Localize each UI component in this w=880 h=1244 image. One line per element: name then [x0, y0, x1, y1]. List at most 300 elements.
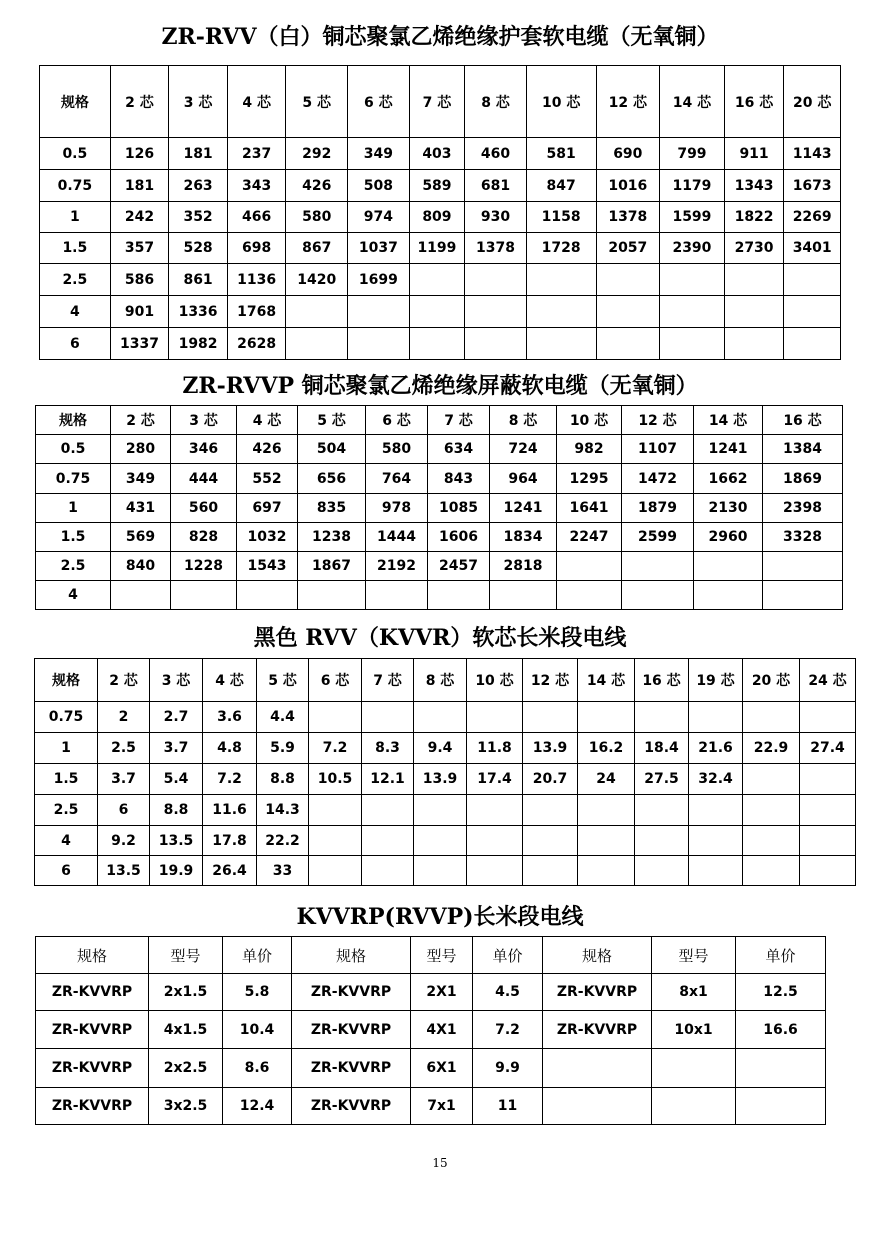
value-cell: [490, 581, 557, 610]
value-cell: [800, 856, 856, 886]
page-number: 15: [432, 1156, 448, 1170]
header-cell: 5 芯: [286, 66, 348, 138]
value-cell: 847: [526, 170, 596, 202]
value-cell: [409, 328, 465, 360]
value-cell: [724, 296, 784, 328]
value-cell: 431: [111, 494, 171, 523]
value-cell: 181: [169, 138, 228, 170]
value-cell: 9.2: [98, 826, 150, 856]
header-cell: 10 芯: [557, 406, 622, 435]
header-cell: 10 芯: [526, 66, 596, 138]
value-cell: 8.8: [257, 764, 309, 795]
value-cell: [428, 581, 490, 610]
value-cell: 14.3: [257, 795, 309, 826]
header-cell: 单价: [736, 937, 826, 974]
spec-cell: 1: [36, 494, 111, 523]
header-cell: 规格: [40, 66, 111, 138]
value-cell: 681: [465, 170, 527, 202]
header-cell: 4 芯: [227, 66, 286, 138]
value-cell: 828: [171, 523, 237, 552]
value-cell: 2057: [596, 233, 660, 264]
table-row: [36, 552, 843, 581]
value-cell: [743, 764, 800, 795]
value-cell: [689, 856, 743, 886]
value-cell: 27.5: [635, 764, 689, 795]
value-cell: [596, 328, 660, 360]
header-cell: 7 芯: [409, 66, 465, 138]
value-cell: [578, 795, 635, 826]
value-cell: 1143: [784, 138, 841, 170]
header-cell: 7 芯: [362, 659, 414, 702]
value-cell: 126: [110, 138, 169, 170]
value-cell: 2398: [763, 494, 843, 523]
value-cell: [309, 795, 362, 826]
spec-cell: 0.5: [36, 435, 111, 464]
value-cell: 504: [298, 435, 366, 464]
value-cell: 901: [110, 296, 169, 328]
value-cell: 32.4: [689, 764, 743, 795]
spec-cell: 6: [35, 856, 98, 886]
header-row: [36, 406, 843, 435]
value-cell: [409, 296, 465, 328]
value-cell: 280: [111, 435, 171, 464]
value-cell: 1136: [227, 264, 286, 296]
value-cell: 33: [257, 856, 309, 886]
table-row: [40, 296, 841, 328]
value-cell: [596, 264, 660, 296]
table-row: [36, 1011, 826, 1049]
value-cell: 964: [490, 464, 557, 494]
value-cell: 1699: [348, 264, 410, 296]
value-cell: [237, 581, 298, 610]
value-cell: [523, 795, 578, 826]
value-cell: 1673: [784, 170, 841, 202]
value-cell: 840: [111, 552, 171, 581]
table-row: [40, 202, 841, 233]
value-cell: 6X1: [411, 1049, 473, 1088]
header-cell: 12 芯: [596, 66, 660, 138]
value-cell: [526, 328, 596, 360]
value-cell: [743, 826, 800, 856]
value-cell: 2X1: [411, 974, 473, 1011]
value-cell: 580: [366, 435, 428, 464]
value-cell: 1662: [694, 464, 763, 494]
value-cell: 1867: [298, 552, 366, 581]
spec-cell: 1.5: [35, 764, 98, 795]
value-cell: 861: [169, 264, 228, 296]
value-cell: [578, 702, 635, 733]
table-row: [35, 764, 856, 795]
value-cell: 352: [169, 202, 228, 233]
value-cell: 426: [286, 170, 348, 202]
value-cell: [660, 264, 725, 296]
value-cell: 17.8: [203, 826, 257, 856]
value-cell: [523, 826, 578, 856]
value-cell: 8.6: [223, 1049, 292, 1088]
value-cell: 343: [227, 170, 286, 202]
value-cell: 843: [428, 464, 490, 494]
value-cell: 349: [348, 138, 410, 170]
value-cell: 697: [237, 494, 298, 523]
table-row: [36, 1049, 826, 1088]
spec-cell: 0.5: [40, 138, 111, 170]
value-cell: [763, 552, 843, 581]
value-cell: 1241: [694, 435, 763, 464]
value-cell: [694, 581, 763, 610]
value-cell: 460: [465, 138, 527, 170]
value-cell: [743, 702, 800, 733]
value-cell: 1037: [348, 233, 410, 264]
value-cell: 1179: [660, 170, 725, 202]
value-cell: [652, 1049, 736, 1088]
value-cell: [467, 826, 523, 856]
table-row: [36, 523, 843, 552]
value-cell: 12.4: [223, 1088, 292, 1125]
value-cell: [763, 581, 843, 610]
value-cell: [784, 264, 841, 296]
value-cell: 1343: [724, 170, 784, 202]
header-cell: 16 芯: [763, 406, 843, 435]
table-row: [35, 826, 856, 856]
value-cell: [309, 856, 362, 886]
table-row: [36, 581, 843, 610]
spec-cell: ZR-KVVRP: [36, 974, 149, 1011]
value-cell: 930: [465, 202, 527, 233]
value-cell: 9.9: [473, 1049, 543, 1088]
header-row: [35, 659, 856, 702]
value-cell: 3.7: [150, 733, 203, 764]
value-cell: [111, 581, 171, 610]
value-cell: [523, 856, 578, 886]
value-cell: [557, 552, 622, 581]
value-cell: [362, 826, 414, 856]
value-cell: 16.2: [578, 733, 635, 764]
value-cell: 911: [724, 138, 784, 170]
value-cell: [689, 826, 743, 856]
value-cell: 2390: [660, 233, 725, 264]
table-row: [40, 170, 841, 202]
value-cell: [467, 795, 523, 826]
value-cell: 13.9: [523, 733, 578, 764]
value-cell: 2960: [694, 523, 763, 552]
value-cell: 809: [409, 202, 465, 233]
value-cell: 1238: [298, 523, 366, 552]
value-cell: 3328: [763, 523, 843, 552]
spec-cell: 2.5: [36, 552, 111, 581]
value-cell: 589: [409, 170, 465, 202]
value-cell: 580: [286, 202, 348, 233]
value-cell: 2.7: [150, 702, 203, 733]
value-cell: [660, 328, 725, 360]
value-cell: 2x2.5: [149, 1049, 223, 1088]
value-cell: 1032: [237, 523, 298, 552]
header-cell: 规格: [292, 937, 411, 974]
value-cell: 11: [473, 1088, 543, 1125]
table-row: [40, 328, 841, 360]
rvv-kvvr-price-table: [34, 658, 856, 886]
value-cell: 1879: [622, 494, 694, 523]
value-cell: [635, 826, 689, 856]
table-row: [36, 494, 843, 523]
table-row: [36, 974, 826, 1011]
spec-cell: 4: [35, 826, 98, 856]
header-cell: 14 芯: [660, 66, 725, 138]
value-cell: 1728: [526, 233, 596, 264]
value-cell: [523, 702, 578, 733]
value-cell: [578, 826, 635, 856]
value-cell: 1982: [169, 328, 228, 360]
value-cell: 1543: [237, 552, 298, 581]
value-cell: 581: [526, 138, 596, 170]
value-cell: [635, 702, 689, 733]
value-cell: [409, 264, 465, 296]
spec-cell: 1.5: [36, 523, 111, 552]
table-row: [35, 795, 856, 826]
value-cell: 1822: [724, 202, 784, 233]
value-cell: [800, 826, 856, 856]
value-cell: [309, 702, 362, 733]
value-cell: 7.2: [309, 733, 362, 764]
header-cell: 8 芯: [414, 659, 467, 702]
value-cell: 1444: [366, 523, 428, 552]
header-cell: 14 芯: [694, 406, 763, 435]
value-cell: 1384: [763, 435, 843, 464]
value-cell: [298, 581, 366, 610]
value-cell: 403: [409, 138, 465, 170]
value-cell: 26.4: [203, 856, 257, 886]
value-cell: 2x1.5: [149, 974, 223, 1011]
value-cell: 7.2: [203, 764, 257, 795]
value-cell: [689, 702, 743, 733]
value-cell: 444: [171, 464, 237, 494]
value-cell: 2599: [622, 523, 694, 552]
table-row: [35, 856, 856, 886]
value-cell: 835: [298, 494, 366, 523]
value-cell: 9.4: [414, 733, 467, 764]
header-cell: 16 芯: [635, 659, 689, 702]
value-cell: 982: [557, 435, 622, 464]
value-cell: 1599: [660, 202, 725, 233]
value-cell: [622, 552, 694, 581]
value-cell: 3x2.5: [149, 1088, 223, 1125]
value-cell: 5.4: [150, 764, 203, 795]
value-cell: 1336: [169, 296, 228, 328]
value-cell: 4X1: [411, 1011, 473, 1049]
value-cell: 2457: [428, 552, 490, 581]
header-cell: 3 芯: [171, 406, 237, 435]
spec-cell: ZR-KVVRP: [36, 1049, 149, 1088]
value-cell: [286, 328, 348, 360]
value-cell: [543, 1049, 652, 1088]
value-cell: 426: [237, 435, 298, 464]
value-cell: 3401: [784, 233, 841, 264]
value-cell: 560: [171, 494, 237, 523]
value-cell: 2269: [784, 202, 841, 233]
value-cell: [414, 795, 467, 826]
table-row: [36, 464, 843, 494]
zr-rvv-price-table: [39, 65, 841, 360]
value-cell: [348, 328, 410, 360]
value-cell: [743, 795, 800, 826]
value-cell: [467, 856, 523, 886]
value-cell: 1158: [526, 202, 596, 233]
value-cell: [543, 1088, 652, 1125]
value-cell: 1378: [596, 202, 660, 233]
header-cell: 4 芯: [203, 659, 257, 702]
value-cell: 764: [366, 464, 428, 494]
value-cell: 508: [348, 170, 410, 202]
value-cell: 1641: [557, 494, 622, 523]
value-cell: [736, 1049, 826, 1088]
value-cell: 4x1.5: [149, 1011, 223, 1049]
value-cell: [724, 264, 784, 296]
value-cell: [171, 581, 237, 610]
value-cell: 18.4: [635, 733, 689, 764]
kvvrp-price-table: [35, 936, 826, 1125]
table-row: [40, 233, 841, 264]
table-row: [36, 435, 843, 464]
header-cell: 6 芯: [348, 66, 410, 138]
header-cell: 3 芯: [150, 659, 203, 702]
value-cell: 528: [169, 233, 228, 264]
value-cell: 13.9: [414, 764, 467, 795]
value-cell: [743, 856, 800, 886]
value-cell: [348, 296, 410, 328]
header-cell: 2 芯: [98, 659, 150, 702]
value-cell: 3.6: [203, 702, 257, 733]
value-cell: 1337: [110, 328, 169, 360]
value-cell: [362, 856, 414, 886]
value-cell: [467, 702, 523, 733]
value-cell: 349: [111, 464, 171, 494]
value-cell: 2730: [724, 233, 784, 264]
value-cell: 1241: [490, 494, 557, 523]
value-cell: 1199: [409, 233, 465, 264]
value-cell: 27.4: [800, 733, 856, 764]
value-cell: 4.5: [473, 974, 543, 1011]
value-cell: [694, 552, 763, 581]
value-cell: 1085: [428, 494, 490, 523]
value-cell: 19.9: [150, 856, 203, 886]
value-cell: 1295: [557, 464, 622, 494]
value-cell: [800, 795, 856, 826]
header-cell: 20 芯: [784, 66, 841, 138]
table-row: [35, 733, 856, 764]
value-cell: 11.6: [203, 795, 257, 826]
section3-title: 黑色 RVV（KVVR）软芯长米段电线: [253, 625, 627, 651]
value-cell: 4.4: [257, 702, 309, 733]
value-cell: 11.8: [467, 733, 523, 764]
value-cell: [414, 702, 467, 733]
header-cell: 5 芯: [298, 406, 366, 435]
value-cell: 4.8: [203, 733, 257, 764]
table-row: [40, 138, 841, 170]
value-cell: 978: [366, 494, 428, 523]
header-cell: 24 芯: [800, 659, 856, 702]
value-cell: 21.6: [689, 733, 743, 764]
table-row: [35, 702, 856, 733]
value-cell: 22.9: [743, 733, 800, 764]
section1-title: ZR-RVV（白）铜芯聚氯乙烯绝缘护套软电缆（无氧铜）: [161, 24, 719, 50]
header-cell: 20 芯: [743, 659, 800, 702]
section4-title: KVVRP(RVVP)长米段电线: [296, 904, 584, 930]
value-cell: 5.8: [223, 974, 292, 1011]
value-cell: 12.1: [362, 764, 414, 795]
value-cell: 974: [348, 202, 410, 233]
header-cell: 6 芯: [309, 659, 362, 702]
value-cell: 1606: [428, 523, 490, 552]
value-cell: 13.5: [150, 826, 203, 856]
value-cell: 586: [110, 264, 169, 296]
spec-cell: 0.75: [40, 170, 111, 202]
header-row: [40, 66, 841, 138]
value-cell: 357: [110, 233, 169, 264]
spec-cell: 6: [40, 328, 111, 360]
value-cell: 12.5: [736, 974, 826, 1011]
value-cell: 867: [286, 233, 348, 264]
value-cell: 7.2: [473, 1011, 543, 1049]
spec-cell: ZR-KVVRP: [36, 1088, 149, 1125]
value-cell: 2130: [694, 494, 763, 523]
value-cell: 2628: [227, 328, 286, 360]
spec-cell: 0.75: [35, 702, 98, 733]
value-cell: [622, 581, 694, 610]
value-cell: [362, 702, 414, 733]
value-cell: [465, 328, 527, 360]
value-cell: [724, 328, 784, 360]
header-cell: 规格: [36, 406, 111, 435]
spec-cell: 1: [40, 202, 111, 233]
value-cell: [465, 296, 527, 328]
value-cell: 569: [111, 523, 171, 552]
spec-cell: ZR-KVVRP: [36, 1011, 149, 1049]
header-cell: 14 芯: [578, 659, 635, 702]
value-cell: [526, 296, 596, 328]
value-cell: 634: [428, 435, 490, 464]
header-cell: 8 芯: [465, 66, 527, 138]
value-cell: 1420: [286, 264, 348, 296]
header-cell: 型号: [149, 937, 223, 974]
value-cell: 237: [227, 138, 286, 170]
value-cell: [689, 795, 743, 826]
header-cell: 型号: [411, 937, 473, 974]
value-cell: [465, 264, 527, 296]
header-cell: 16 芯: [724, 66, 784, 138]
value-cell: 698: [227, 233, 286, 264]
header-cell: 型号: [652, 937, 736, 974]
section2-title: ZR-RVVP 铜芯聚氯乙烯绝缘屏蔽软电缆（无氧铜）: [182, 373, 698, 399]
value-cell: 1378: [465, 233, 527, 264]
value-cell: 10.5: [309, 764, 362, 795]
header-cell: 规格: [35, 659, 98, 702]
value-cell: ZR-KVVRP: [292, 1088, 411, 1125]
value-cell: 181: [110, 170, 169, 202]
value-cell: 2247: [557, 523, 622, 552]
value-cell: [286, 296, 348, 328]
value-cell: 8.8: [150, 795, 203, 826]
value-cell: 5.9: [257, 733, 309, 764]
value-cell: 8.3: [362, 733, 414, 764]
value-cell: 22.2: [257, 826, 309, 856]
value-cell: 724: [490, 435, 557, 464]
header-cell: 单价: [223, 937, 292, 974]
value-cell: [578, 856, 635, 886]
header-cell: 2 芯: [110, 66, 169, 138]
header-cell: 6 芯: [366, 406, 428, 435]
value-cell: 2192: [366, 552, 428, 581]
table-row: [40, 264, 841, 296]
value-cell: 6: [98, 795, 150, 826]
